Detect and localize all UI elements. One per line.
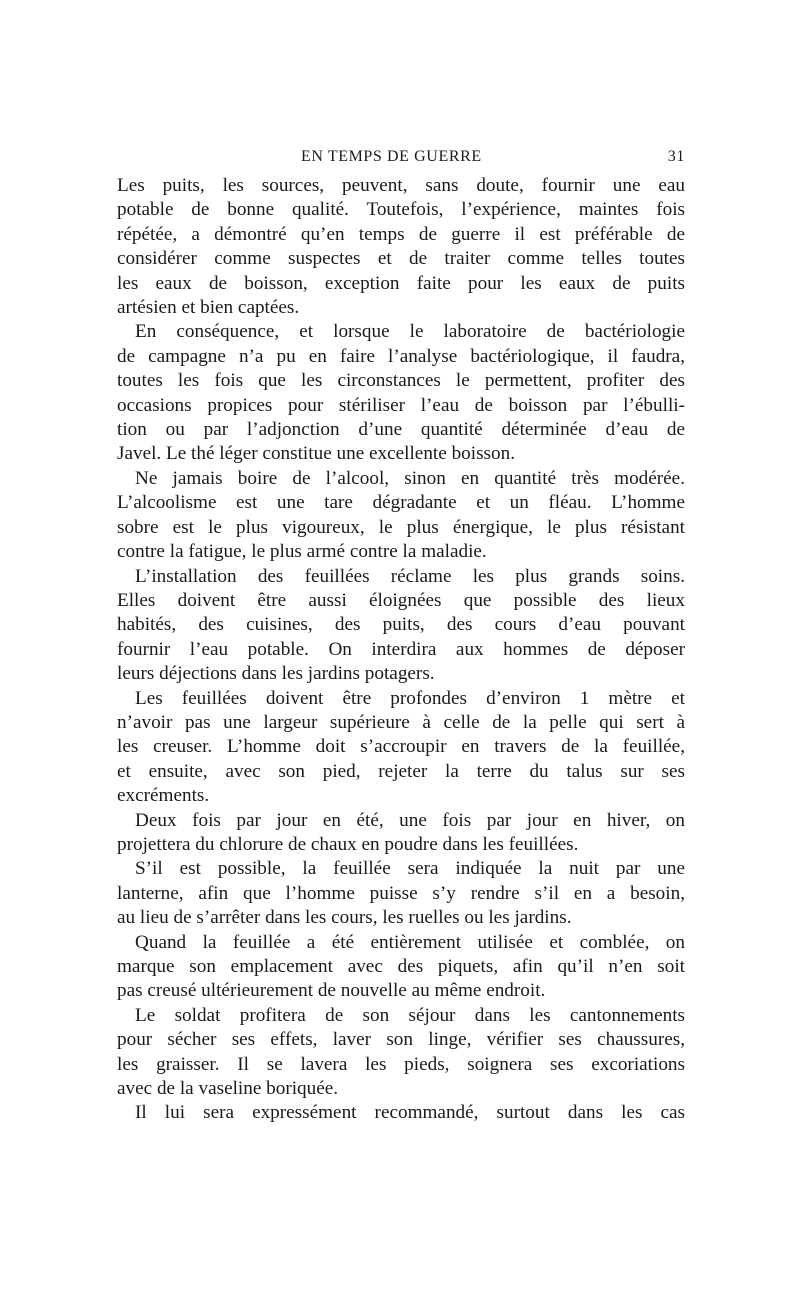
text-line: excréments. bbox=[117, 785, 210, 807]
body-text bbox=[117, 174, 685, 1126]
text-line: au lieu de s’arrêter dans les cours, les ruelles ou les jardins. bbox=[117, 907, 572, 929]
text-line: pas creusé ultérieurement de nouvelle au même endroit. bbox=[117, 980, 546, 1002]
text-line: potable de bonne qualité. Toutefois, l’expérience, maintes fois bbox=[117, 199, 685, 221]
text-line: En conséquence, et lorsque le laboratoire de bactériologie bbox=[135, 321, 685, 343]
text-line: L’installation des feuillées réclame les plus grands soins. bbox=[135, 565, 685, 587]
text-line: fournir l’eau potable. On interdira aux hommes de déposer bbox=[117, 638, 685, 660]
text-line: Elles doivent être aussi éloignées que possible des lieux bbox=[117, 589, 685, 611]
text-line: répétée, a démontré qu’en temps de guerre il est préférable de bbox=[117, 223, 685, 245]
text-line: contre la fatigue, le plus armé contre la maladie. bbox=[117, 541, 487, 563]
text-line: les eaux de boisson, exception faite pour les eaux de puits bbox=[117, 272, 685, 294]
text-line: Les feuillées doivent être profondes d’environ 1 mètre et bbox=[135, 687, 685, 709]
text-line: tion ou par l’adjonction d’une quantité déterminée d’eau de bbox=[117, 419, 685, 441]
text-line: Ne jamais boire de l’alcool, sinon en quantité très modérée. bbox=[135, 467, 685, 489]
text-line: Les puits, les sources, peuvent, sans doute, fournir une eau bbox=[117, 175, 685, 196]
text-line: considérer comme suspectes et de traiter comme telles toutes bbox=[117, 248, 685, 270]
text-line: Deux fois par jour en été, une fois par jour en hiver, on bbox=[135, 809, 685, 831]
book-page bbox=[117, 148, 685, 1126]
text-line: marque son emplacement avec des piquets, afin qu’il n’en soit bbox=[117, 956, 685, 977]
text-line: Javel. Le thé léger constitue une excellente boisson. bbox=[117, 443, 516, 465]
text-line: S’il est possible, la feuillée sera indiquée la nuit par une bbox=[135, 858, 685, 880]
text-line: de campagne n’a pu en faire l’analyse bactériologique, il faudra, bbox=[117, 345, 685, 367]
text-line: habités, des cuisines, des puits, des cours d’eau pouvant bbox=[117, 614, 685, 636]
text-line: n’avoir pas une largeur supérieure à celle de la pelle qui sert à bbox=[117, 711, 685, 733]
text-line: les graisser. Il se lavera les pieds, soignera ses excoriations bbox=[117, 1053, 685, 1075]
text-line: Le soldat profitera de son séjour dans les cantonnements bbox=[135, 1004, 685, 1026]
running-head bbox=[117, 148, 685, 174]
text-line: leurs déjections dans les jardins potagers. bbox=[117, 663, 435, 685]
text-line: sobre est le plus vigoureux, le plus énergique, le plus résistant bbox=[117, 516, 685, 538]
text-line: Quand la feuillée a été entièrement utilisée et comblée, on bbox=[135, 931, 685, 953]
text-line: occasions propices pour stériliser l’eau de boisson par l’ébulli- bbox=[117, 394, 685, 416]
text-line: avec de la vaseline boriquée. bbox=[117, 1078, 339, 1100]
text-line: et ensuite, avec son pied, rejeter la terre du talus sur ses bbox=[117, 760, 685, 782]
text-line: toutes les fois que les circonstances le permettent, profiter des bbox=[117, 370, 685, 392]
text-line: les creuser. L’homme doit s’accroupir en travers de la feuillée, bbox=[117, 736, 685, 758]
text-line: projettera du chlorure de chaux en poudre dans les feuillées. bbox=[117, 833, 579, 855]
text-line: L’alcoolisme est une tare dégradante et un fléau. L’homme bbox=[117, 492, 685, 514]
page-number: 31 bbox=[667, 148, 685, 165]
text-line: artésien et bien captées. bbox=[117, 297, 300, 319]
text-line: lanterne, afin que l’homme puisse s’y rendre s’il en a besoin, bbox=[117, 882, 685, 904]
text-line: Il lui sera expressément recommandé, surtout dans les cas bbox=[135, 1102, 685, 1124]
running-title: EN TEMPS DE GUERRE bbox=[301, 148, 482, 165]
text-line: pour sécher ses effets, laver son linge, vérifier ses chaussures, bbox=[117, 1029, 685, 1051]
